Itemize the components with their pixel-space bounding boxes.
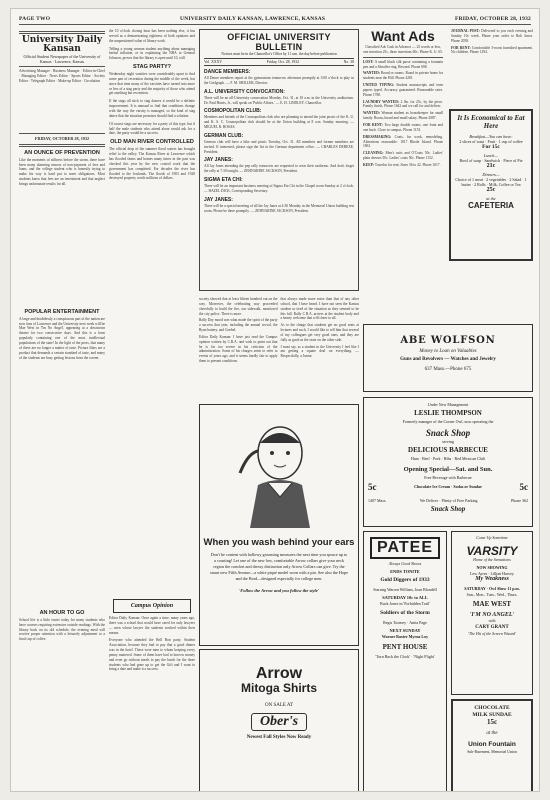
campus-opinion-text-2: Everyone who attended the Bell Bon party. Student Association, because they had to pay that a good dinner was in the hotel. These were men to whom keeping every penny mattered. Some of them have had to borrow money and even go without meals to pay the lunch for the three students who had gone up to get the Gift and I want to bring a date and make it a success. [109, 638, 195, 672]
varsity-star: Lew Ayres · Lillian Harvey [470, 570, 514, 576]
bulletin-item-text: German club will have a hike and picnic Tuesday, Oct. 31. All members and former members are invited. If interested, please sign the list in the German department office. — CHARLES DEREXE, President. [204, 139, 354, 154]
varsity-theater-ad [451, 531, 533, 695]
snack-serving: serving [442, 438, 454, 444]
bulletin-title: OFFICIAL UNIVERSITY BULLETIN [227, 32, 331, 52]
masthead-staff: Advertising Manager · Business Manager · Editor-in-Chief · Managing Editor · News Editor · Sports Editor · Society Editor · Telegraph Editor · Make-up Editor · Circulation [19, 69, 105, 83]
want-ad-item [363, 135, 443, 150]
masthead-date: FRIDAY, OCTOBER 28, 1932 [34, 136, 90, 141]
mitoga-brand: Arrow [255, 665, 303, 682]
snack-manager-sub: Formerly manager of the Corner Owl, now operating the [402, 419, 494, 425]
want-ad-item [363, 163, 443, 168]
mitoga-sale: ON SALE AT [264, 703, 294, 709]
varsity-with: with [488, 618, 496, 624]
want-ad-text: Coats, fur work, remodeling. Alterations reasonable. 1017 Rhode Island. Phone 1861. [363, 134, 443, 149]
want-ad-text: Delivered to you each evening and Sunday 10c week. Phone your order to Bob Jones. Phone 2058. [451, 29, 533, 43]
bulletin-number: No. 38 [343, 60, 354, 64]
snack-free: Free Beverage with Barbecue [424, 474, 472, 480]
bulletin-item-heading: JAY JANES: [204, 157, 233, 164]
mitoga-product: Mitoga Shirts [240, 681, 317, 695]
choc-price: 15c [486, 718, 498, 727]
arrow-ad-body: Don't be content with hollowy grooming measures the next time you spruce up to a courting! Let one of the new low, comfortable Arrow collars give your neck region the comfort and dressy distinction only Arrow Collars can give. Try the smart new Fifth Avenue—a white piqué model worn with a pin. See also the Hope and the Bord—designed especially for college men. [210, 552, 348, 581]
cafeteria-breakfast-price: For 15c [482, 144, 500, 151]
page-header [19, 13, 531, 25]
cafeteria-dinner-price: 25c [486, 187, 496, 194]
snack-items: Ham · Beef · Pork · Ribs · Red Mexican Chili [411, 456, 485, 462]
mitoga-tagline: Newest Fall Styles Now Ready [246, 735, 312, 741]
snack-shop-ad [363, 397, 533, 527]
bulletin-item-heading: DANCE MEMBERS: [204, 69, 251, 75]
abe-name: ABE WOLFSON [400, 335, 496, 346]
bulletin-item-text: All Jay Janes attending the pep rally tomorrow are requested to wear their uniforms. And don't forget the rally at 7:30 tonight. — ZEHNARINE JACKSON, President. [204, 164, 354, 174]
want-ad-heading: FOR RENT: [451, 45, 471, 50]
cafeteria-breakfast-label: Breakfast—You can have: [469, 134, 513, 140]
snack-manager: LESLIE THOMPSON [414, 409, 482, 418]
want-ad-text: Student manuscripts and term papers typed. Accuracy guaranteed. Reasonable rates. Phone 1780. [363, 83, 443, 97]
snack-shop-label: Snack Shop [430, 504, 466, 513]
snack-opening: Opening Special—Sat. and Sun. [403, 465, 493, 473]
varsity-film-2: 'I'M NO ANGEL' [469, 611, 515, 618]
cafeteria-name: CAFETERIA [468, 201, 514, 211]
patee-saturday: SATURDAY 10c to ALL [382, 595, 428, 601]
want-ads-list [363, 60, 443, 168]
editorial-text-9: The official drop of the summer flood waters has brought relief to the valley. The Kansas River at Lawrence which has flooded farms and homes many times in the past was checked this year by the new control work that the government has completed. For decades the river has flooded to the lowlands. The floods of 1903 and 1928 destroyed property worth millions of dollars. [109, 147, 195, 181]
want-ad-item [451, 46, 533, 56]
news-text-6: I must say, as a student in the University I feel like I am getting a square deal on everything. — Respectfully, a Junior. [280, 344, 359, 359]
choc-at: at the [486, 731, 498, 737]
editorial-text-4: the 10 o'clock closing hour has been nothing else, it has served as a demonstrating rightness of both opinions and the unquestioned value of library work. [109, 29, 195, 43]
want-ad-item [363, 100, 443, 110]
bulletin-sub: Notices must be in the Chancellor's Office by 11 a.m. the day before publication [221, 52, 337, 56]
snack-phone: Phone 362 [511, 497, 528, 503]
want-ad-heading: CLEANING: [363, 151, 384, 156]
mitoga-shirts-ad [199, 649, 359, 792]
editorial-column-1 [19, 29, 105, 789]
mitoga-store: Ober's [251, 713, 307, 731]
want-ad-item [363, 71, 443, 81]
want-ad-heading: LOST: [363, 59, 374, 64]
want-ad-text: Men's suits and O'Coats 50c. Ladies' plain dresses 50c. Ladies' coats 50c. Phone 1152. [363, 151, 443, 161]
news-text-5: As to the charge that students get no good seats at lectures and such, I would like to tell him that several of my colleagues get very good ones, and they are fully as good as the seats on the other side. [280, 323, 359, 342]
editorial-text-8: Of course stags are necessary for a party of this type, but if half the male students who attend alone would ask for a date, the party would be a success. [109, 121, 195, 136]
paper-title: UNIVERSITY DAILY KANSAN, LAWRENCE, KANSAS [180, 15, 326, 22]
snack-deliver: We Deliver · Plenty of Free Parking [419, 497, 478, 503]
cafeteria-lunch-label: Lunch— [483, 153, 499, 159]
varsity-costar-sub: 'The Hit of the Screen Wizard' [468, 630, 516, 636]
cafeteria-ad [449, 109, 533, 261]
want-ads-list-2 [451, 29, 533, 55]
bulletin-item-heading: SIGMA ETA CHI: [204, 177, 243, 184]
official-bulletin [199, 29, 359, 291]
campus-opinion-title: Campus Opinion [113, 599, 191, 613]
bulletin-item-heading: COSMOPOLITAN CLUB: [204, 108, 262, 115]
want-ad-heading: LAUNDRY WANTED: [363, 99, 400, 104]
varsity-date: SATURDAY · Owl Show 11 p.m. [464, 586, 520, 592]
snack-name: Snack Shop [425, 427, 471, 438]
editorial-heading-4: STAG PARTY? [133, 64, 171, 71]
want-ad-heading: DRESSMAKING: [363, 134, 392, 139]
want-ad-text: Board or rooms. Board in private home for students near the Hill. Phone 2281. [363, 71, 443, 81]
choc-location: Sub-Basement, Memorial Union [467, 750, 517, 755]
want-ad-item [363, 151, 443, 161]
choc-line-1: CHOCOLATE [474, 705, 510, 711]
patee-film-3: PENT HOUSE [382, 642, 428, 651]
want-ad-heading: UNITED TYPING: [363, 83, 395, 88]
editorial-text-6: Wednesday night varsities were considerably upset to find some part of recreation during the middle of the week, but since that time many of the varsities have turned into more or less of a stag party and the majority of those who attend get anything but recreation. [109, 72, 195, 96]
patee-film-1-sub: Starring Warren William, Joan Blondell [373, 586, 437, 592]
patee-theater-ad [363, 531, 447, 792]
patee-film-1: Gold Diggers of 1933 [380, 577, 430, 584]
bulletin-volume: Vol. XXXV [204, 60, 223, 64]
bulletin-item-text: Members and friends of the Cosmopolitan club who are planning to attend the joint picnic of the K. U. and K. S. C. Cosmopolitan club should be at the Union building at 8 a.m. Sunday morning. — MIGUEL R. ROSAS. [204, 115, 354, 130]
cafeteria-dinner-items: Choice of 1 meat · 2 vegetables · 2 Salad · 1 butter · 2 Rolls · Milk, Coffee or Tea [455, 177, 527, 188]
want-ad-heading: WANTED: [363, 71, 380, 76]
want-ads-continued [451, 29, 533, 107]
news-text-3: Editor Daily Kansan: I have just read the Campus opinion written by C.R.A. and wish to point out that he is far too severe in his criticism of the administration. Some of his charges seem to refer to events of years ago, and it seems hardly fair to apply them to present conditions. [199, 334, 278, 364]
man-washing-illustration-icon [220, 413, 340, 533]
bulletin-date: Friday, Oct. 28, 1932 [266, 60, 299, 64]
patee-name: PATEE [370, 537, 440, 559]
want-ad-text: 2 lbs. for 25c, by the piece. Family finish. Phone 1642 and we call for and deliver. [363, 99, 443, 109]
patee-film-2: Soldiers of the Storm [380, 609, 430, 616]
choc-store: Union Fountain [468, 741, 516, 749]
varsity-film-1: My Weakness [475, 576, 509, 583]
news-columns [199, 297, 359, 401]
snack-dish: DELICIOUS BARBECUE [408, 446, 488, 455]
want-ads-title: Want Ads [371, 29, 435, 44]
cafeteria-breakfast-items: 2 slices of toast · Fruit · 1 cup of coffee [459, 139, 523, 145]
bulletin-item-text: There will be a special meeting of all the Jay Janes at 4:30 Monday in the Memorial Union building rest room. Please be there promptly. — ZEHNARINE JACKSON, President. [204, 203, 354, 213]
cafeteria-headline: It Is Economical to Eat Here [457, 114, 525, 131]
varsity-costar: CARY GRANT [475, 624, 509, 630]
want-ad-text: Tuxedos for rent. Sizes 36 to 42. Phone 1617. [374, 162, 441, 167]
editorial-heading-1: AN OUNCE OF PREVENTION [24, 149, 100, 156]
masthead-sub: Official Student Newspaper of the University of Kansas · Lawrence, Kansas [23, 54, 101, 64]
want-ad-heading: JOURNAL-POST: [451, 29, 480, 33]
varsity-times: Sun., Mon., Tues., Wed., Thurs. [466, 591, 518, 597]
varsity-star-2: MAE WEST [472, 600, 512, 609]
want-ad-item [363, 123, 443, 133]
editorial-text-1: Like the moments of stillness before the storm, there have been many alarming rumors of non-payment of fees and loans, and the college student who is honestly trying to make his way is hard put to meet obligations. Most students know that fees are an investment and that neglect brings unfortunate results for all. [19, 157, 105, 186]
bulletin-meta [204, 58, 354, 66]
campus-opinion-text-1: Editor Daily Kansan: Once again a time, many years ago, there was a school that would have cared for only lawyers — men whose lawyer the students worked within their means. [109, 616, 195, 635]
editorial-text-3: School life is a little easier today for many students who have courses requiring extensive outside readings. With the library back on its old schedule, the evening meal will receive proper attention with a leisurely adjustment to a final cup of coffee. [19, 617, 105, 642]
editorial-column-2 [109, 29, 195, 594]
want-ads-rates: Classified Ads Cash in Advance — 25 words or less, one insertion 25c, three insertions 60c. Phone K. U. 65. [363, 45, 443, 54]
patee-film-2-sub: Regis Toomey · Anita Page [383, 619, 427, 625]
bulletin-item-heading: A.L. UNIVERSITY CONVOCATION: [204, 88, 285, 95]
editorial-heading-3: AN HOUR TO GO [39, 609, 85, 616]
want-ad-text: Comfortable 3-room furnished apartment. No children. Phone 1294. [451, 45, 533, 55]
snack-price-right: 5c [519, 481, 528, 492]
patee-sub: Always Good Shows [388, 560, 422, 566]
abe-tagline: Money to Loan on Valuables [419, 349, 477, 354]
bulletin-item-heading: JAY JANES: [204, 196, 233, 203]
arrow-ad-headline: When you wash behind your ears [203, 537, 355, 548]
want-ad-item [451, 29, 533, 44]
varsity-sub: Home of the Sensations [473, 556, 511, 562]
patee-next: NEXT SUNDAY [389, 628, 421, 634]
want-ad-text: Two large double rooms, one front and one back. Close to campus. Phone 1153. [363, 122, 443, 132]
page-label: PAGE TWO [19, 15, 51, 22]
arrow-collar-ad [199, 404, 359, 646]
snack-top: Under New Management [427, 402, 469, 407]
editorial-text-7: If the stags all stick to stag dances it would be a definite improvement. It is unusual to find that conditions change with the way the varsity is managed, so the kind of stag dance that the situation promises should find a solution. [109, 99, 195, 118]
bulletin-item-text: There will be an all-University convocation Monday, Oct. 31, at 10 a.m. in the University auditorium. Dr. Paul Harris, Jr., will speak on 'Public Affairs.' — E. H. LINDLEY, Chancellor. [204, 95, 354, 105]
patee-star: Warner Baxter Myrna Loy [381, 634, 429, 640]
abe-sub: Guns and Revolvers — Watches and Jewelry [400, 357, 496, 362]
cafeteria-lunch-items: Bowl of soup · Sandwich · Piece of Pie [459, 158, 523, 164]
snack-price-left: 5c [368, 481, 377, 492]
want-ad-heading: WANTED: [363, 111, 380, 116]
want-ad-item [363, 83, 443, 98]
want-ad-heading: KEEP: [363, 162, 374, 167]
editorial-text-5: Telling a young woman student anything about managing herbal inflation, or in explaining the NRA to General Johnson, proves that the library is open until 10, still. [109, 46, 195, 61]
want-ad-heading: FOR RENT: [363, 122, 383, 127]
masthead-title: University Daily Kansan [21, 35, 103, 54]
chocolate-sundae-ad [451, 699, 533, 792]
varsity-name: VARSITY [466, 543, 518, 558]
newspaper-page [10, 8, 540, 792]
patee-ends: ENDS TONITE [390, 569, 420, 575]
abe-address: 637 Mass.—Phone 675 [424, 367, 472, 372]
choc-line-2: MILK SUNDAE [472, 711, 512, 718]
snack-chocolate: Chocolate Ice Cream · Sodas or Sundae [414, 484, 482, 490]
want-ad-item [363, 60, 443, 70]
news-text-1: society showed that at least fifteen hundred out on the way. Moreover, the celebrating way proceeded cheerfully to build the fire, our sidewalk, monitored the city police. There is more. [199, 297, 278, 316]
campus-opinion [109, 597, 195, 792]
header-date: FRIDAY, OCTOBER 28, 1932 [455, 15, 531, 22]
want-ad-item [363, 111, 443, 121]
cafeteria-dinner-label: Dinners— [482, 172, 500, 178]
abe-wolfson-ad [363, 324, 533, 392]
news-text-2: Rally Day mood was what made the spirit of the party a success that year, including the annual crowd, the Ryan battery, and Goebel. [199, 318, 278, 333]
varsity-top: Come Up Sometime [476, 535, 508, 540]
patee-saturday-sub: Buck Jones in 'Forbidden Trail' [380, 601, 430, 607]
editorial-text-2: A large and doubtlessly a conspicuous part of the nation are now fans of Lawrence and the University next week will be Mae West in 'I'm No Angel', appearing at a downtown theater for two consecutive days. And this is a form popularly containing one of the most intellectual populations of the state! In the light of the press, that many of these are no longer a matter of taste. Picture films are a product that demands a certain standard of taste, and many of the students are busy getting lessons from the screen. [19, 316, 105, 360]
news-text-4: that always made more noise than that of any other school, that I have heard. I have not seen the Kansas student so tired of the situation as they seemed to be this fall. Rally C.R.A. arrives at the student body and a hearty welcome that will cheer to all. [280, 297, 359, 321]
bulletin-item-heading: GERMAN CLUB: [204, 132, 244, 139]
snack-address: 1407 Mass. [368, 497, 387, 503]
editorial-heading-2: POPULAR ENTERTAINMENT [24, 308, 100, 315]
bulletin-items [204, 69, 354, 214]
editorial-heading-5: OLD MAN RIVER CONTROLLED [110, 139, 194, 146]
want-ad-text: Woman student as housekeeper for small family. Room, board and small salary. Phone 2087. [363, 111, 443, 121]
cafeteria-at: at the [486, 196, 496, 202]
varsity-showing: NOW SHOWING [476, 565, 508, 571]
cafeteria-lunch-price: 21c [486, 163, 496, 170]
patee-extra: 'Turn Back the Clock' · 'Night Flight' [375, 654, 435, 660]
want-ad-text: A small black silk purse containing a fountain pen and a Sheaffer ring. Reward. Phone 698. [363, 59, 443, 69]
bulletin-item-text: All Dance members report at the gymnasium tomorrow afternoon promptly at 3:00 o'clock to play in the Gridgraph. — F. M. SHILLER, Director. [204, 76, 354, 85]
arrow-ad-slogan: 'Follow the Arrow and you follow the style' [239, 588, 319, 594]
bulletin-item-text: There will be an important business meeting of Sigma Eta Chi in the Chapel room Sunday at 2 o'clock. — HAZEL DICK, Corresponding Secretary. [204, 184, 354, 193]
